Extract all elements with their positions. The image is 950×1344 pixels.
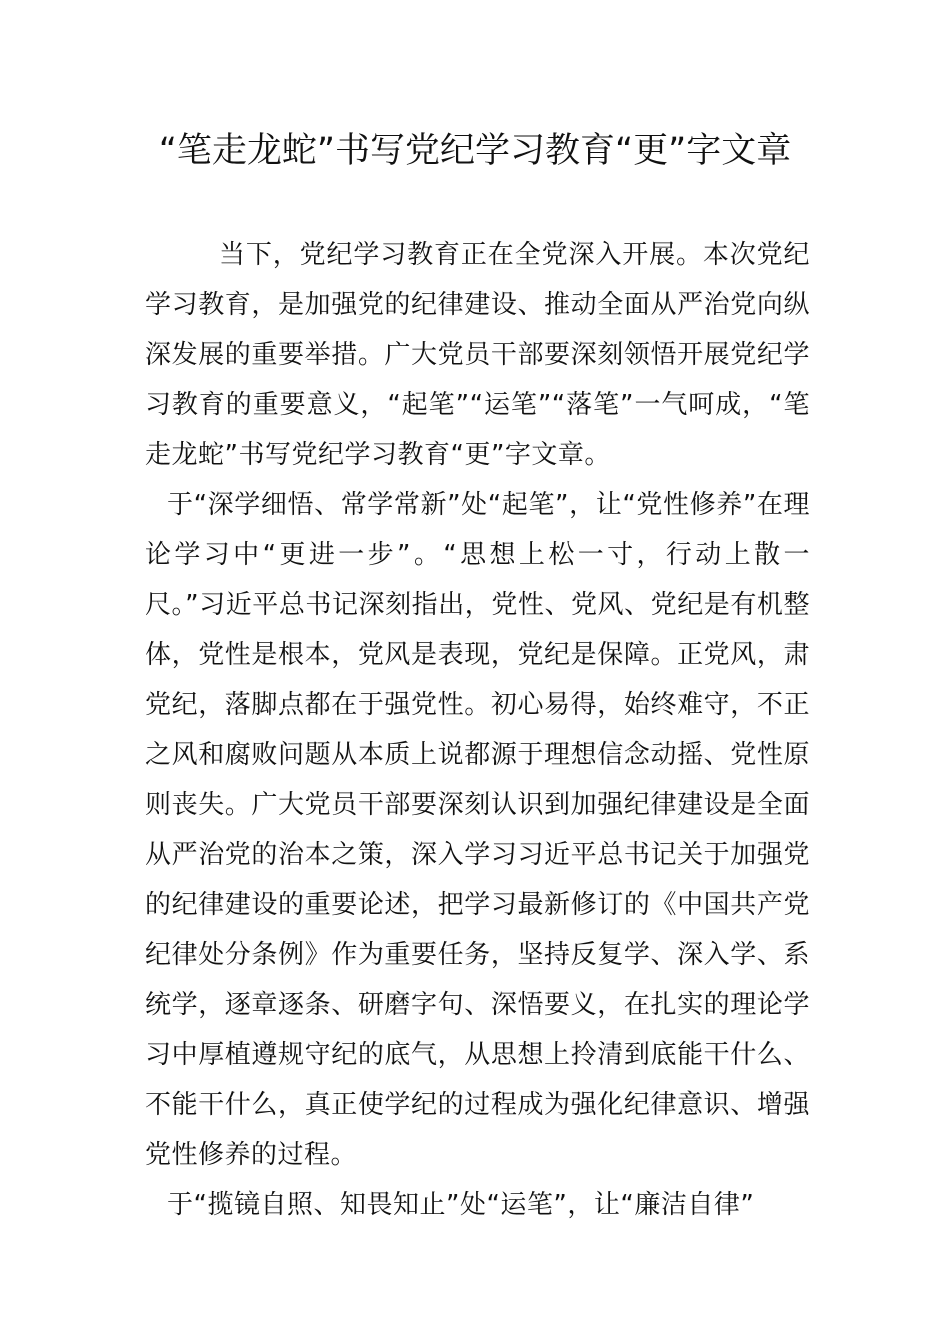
document-body [145, 230, 810, 1230]
paragraph-yunbi: 于“揽镜自照、知畏知止”处“运笔”，让“廉洁自律” [167, 1190, 755, 1220]
document-title: “笔走龙蛇”书写党纪学习教育“更”字文章 [158, 131, 792, 171]
paragraph-qibi: 于“深学细悟、常学常新”处“起笔”，让“党性修养”在理论学习中“更进一步”。“思想上松一寸，行动上散一尺。”习近平总书记深刻指出，党性、党风、党纪是有机整体，党性是根本，党风是表现，党纪是保障。正党风，肃党纪，落脚点都在于强党性。初心易得，始终难守，不正之风和腐败问题从本质上说都源于理想信念动摇、党性原则丧失。广大党员干部要深刻认识到加强纪律建设是全面从严治党的治本之策，深入学习习近平总书记关于加强党的纪律建设的重要论述，把学习最新修订的《中国共产党纪律处分条例》作为重要任务，坚持反复学、深入学、系统学，逐章逐条、研磨字句、深悟要义，在扎实的理论学习中厚植遵规守纪的底气，从思想上拎清到底能干什么、不能干什么，真正使学纪的过程成为强化纪律意识、增强党性修养的过程。 [145, 490, 810, 1170]
paragraph-intro: 当下，党纪学习教育正在全党深入开展。本次党纪学习教育，是加强党的纪律建设、推动全面从严治党向纵深发展的重要举措。广大党员干部要深刻领悟开展党纪学习教育的重要意义，“起笔”“运笔”“落笔”一气呵成，“笔走龙蛇”书写党纪学习教育“更”字文章。 [145, 240, 810, 470]
